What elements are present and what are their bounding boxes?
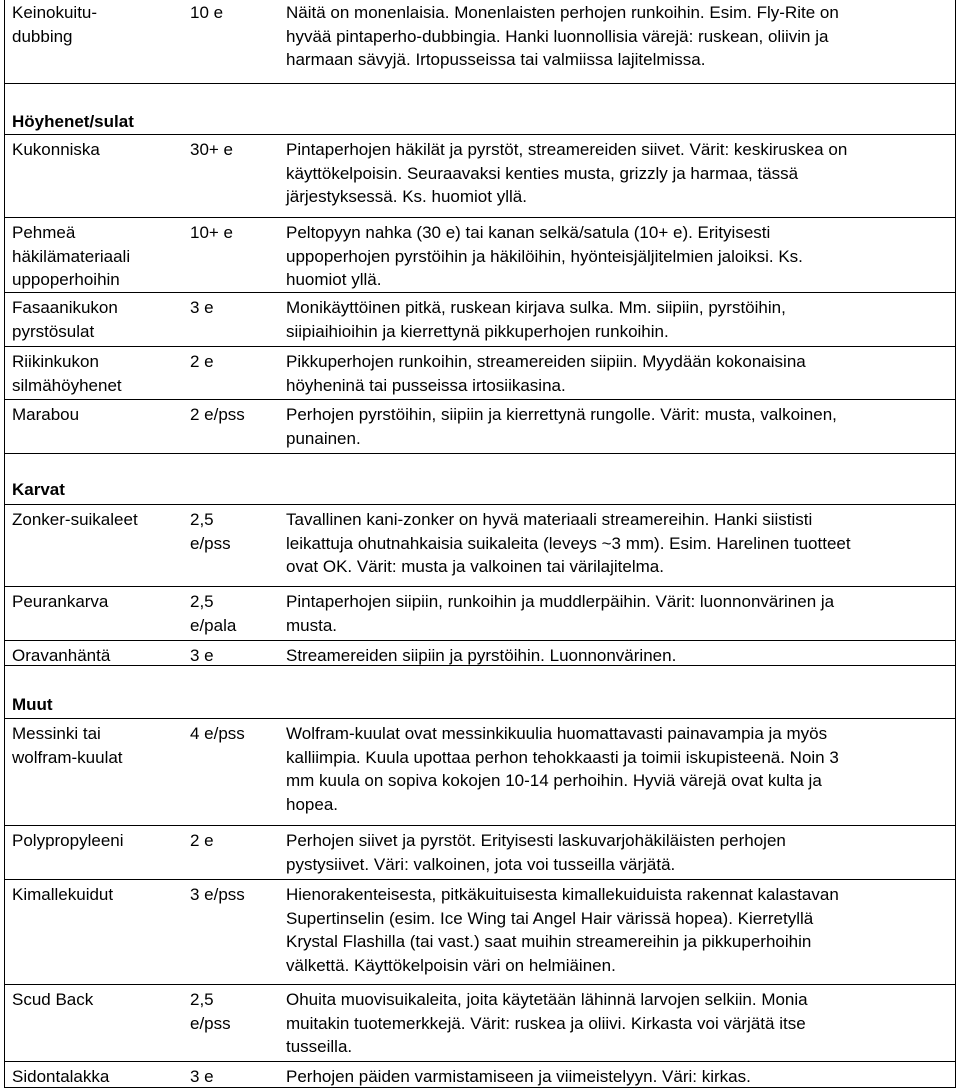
material-price-line: 2,5: [190, 990, 214, 1009]
material-row-keinokuitu-dubbing: [5, 0, 955, 84]
material-name: [12, 988, 93, 1012]
material-price-line: 3 e: [190, 646, 214, 665]
material-description-line: Pintaperhojen siipiin, runkoihin ja muddlerpäihin. Värit: luonnonvärinen ja: [286, 592, 835, 611]
material-description: [286, 1, 839, 72]
material-description-line: Tavallinen kani-zonker on hyvä materiaali streamereihin. Hanki siististi: [286, 510, 813, 529]
material-description-line: Streamereiden siipiin ja pyrstöihin. Luonnonvärinen.: [286, 646, 677, 665]
material-price-line: e/pala: [190, 615, 237, 635]
material-price-line: 30+ e: [190, 140, 234, 159]
material-description-line: muitakin tuotemerkkejä. Värit: ruskea ja oliivi. Kirkasta voi värjätä itse: [286, 1013, 806, 1033]
section-heading-karvat: Karvat: [12, 480, 65, 499]
material-description-line: Perhojen pyrstöihin, siipiin ja kierrettynä rungolle. Värit: musta, valkoinen,: [286, 405, 837, 424]
material-name-line: Scud Back: [12, 990, 94, 1009]
material-name: [12, 1, 97, 48]
material-description: [286, 590, 834, 637]
material-row-pehmea-hakilamateriaali-uppoperhoihin: [5, 217, 955, 292]
material-row-peurankarva: [5, 586, 955, 640]
material-description: [286, 221, 803, 292]
material-price-line: 4 e/pss: [190, 724, 245, 743]
material-name: [12, 508, 138, 532]
material-name-line: Peurankarva: [12, 592, 109, 611]
material-description-line: huomiot yllä.: [286, 270, 382, 289]
material-row-fasaanikukon-pyrstosulat: [5, 292, 955, 346]
material-price-line: 2 e: [190, 831, 214, 850]
material-description-line: leikattuja ohutnahkaisia suikaleita (leveys ~3 mm). Esim. Harelinen tuotteet: [286, 533, 851, 553]
material-description-line: Wolfram-kuulat ovat messinkikuulia huomattavasti painavampia ja myös: [286, 724, 828, 743]
material-description: [286, 296, 786, 343]
material-price-line: 3 e: [190, 298, 214, 317]
material-price-line: 3 e: [190, 1067, 214, 1086]
material-row-marabou: [5, 399, 955, 454]
material-row-scud-back: [5, 984, 955, 1061]
material-price: [190, 1, 223, 25]
material-description-line: tusseilla.: [286, 1037, 353, 1056]
material-row-polypropyleeni: [5, 825, 955, 879]
material-description-line: käyttökelpoisin. Seuraavaksi kenties musta, grizzly ja harmaa, tässä: [286, 163, 799, 183]
material-price-line: 2 e/pss: [190, 405, 245, 424]
material-price-line: e/pss: [190, 1013, 231, 1033]
material-description-line: ovat OK. Värit: musta ja valkoinen tai värilajitelma.: [286, 557, 664, 576]
material-name-line: Zonker-suikaleet: [12, 510, 138, 529]
material-name: [12, 883, 113, 907]
material-description-line: järjestyksessä. Ks. huomiot yllä.: [286, 187, 527, 206]
material-description-line: Perhojen päiden varmistamiseen ja viimeistelyyn. Väri: kirkas.: [286, 1067, 751, 1086]
material-name-line: Keinokuitu-: [12, 3, 98, 22]
section-heading-hoyhenet: Höyhenet/sulat: [12, 112, 134, 131]
material-description-line: Pintaperhojen häkilät ja pyrstöt, streamereiden siivet. Värit: keskiruskea on: [286, 140, 848, 159]
material-price: [190, 722, 245, 746]
material-price-line: e/pss: [190, 533, 231, 553]
material-name-line: silmähöyhenet: [12, 375, 122, 395]
material-row-kukonniska: [5, 134, 955, 217]
material-description: [286, 988, 808, 1059]
material-price: [190, 508, 231, 555]
material-name-line: uppoperhoihin: [12, 270, 120, 289]
material-name-line: dubbing: [12, 26, 73, 46]
material-description-line: kalliimpia. Kuula upottaa perhon tehokkaasti ja toimii iskupisteenä. Noin 3: [286, 747, 839, 767]
material-row-messinki-tai-wolfram-kuulat: [5, 718, 955, 825]
material-name-line: Kukonniska: [12, 140, 100, 159]
material-price: [190, 221, 233, 245]
material-price-line: 2,5: [190, 510, 214, 529]
material-description-line: höyheninä tai pusseissa irtosiikasina.: [286, 375, 566, 395]
material-description-line: Hienorakenteisesta, pitkäkuituisesta kimallekuiduista rakennat kalastavan: [286, 885, 839, 904]
material-description-line: punainen.: [286, 428, 361, 448]
material-name-line: Oravanhäntä: [12, 646, 111, 665]
material-description-line: harmaan sävyjä. Irtopusseissa tai valmiissa lajitelmissa.: [286, 50, 706, 69]
material-row-sidontalakka: [5, 1061, 955, 1088]
material-name-line: Polypropyleeni: [12, 831, 124, 850]
material-name-line: Marabou: [12, 405, 80, 424]
material-description-line: uppoperhojen pyrstöihin ja häkilöihin, hyönteisjäljitelmien jaloiksi. Ks.: [286, 246, 803, 266]
material-description-line: hopea.: [286, 794, 338, 814]
material-name: [12, 221, 130, 292]
material-description-line: siipiaihioihin ja kierrettynä pikkuperhojen runkoihin.: [286, 321, 669, 341]
material-description-line: mm kuula on sopiva kokojen 10-14 perhoihin. Hyviä värejä ovat kulta ja: [286, 771, 822, 790]
material-description: [286, 644, 676, 668]
material-description-line: Krystal Flashilla (tai vast.) saat muihin streamereihin ja pikkuperhoihin: [286, 932, 812, 951]
material-description: [286, 883, 839, 977]
material-name: [12, 829, 124, 853]
material-row-riikinkukon-silmahoyhenet: [5, 346, 955, 399]
material-price-line: 10 e: [190, 3, 224, 22]
material-name: [12, 350, 122, 397]
material-description: [286, 138, 847, 209]
material-description-line: Perhojen siivet ja pyrstöt. Erityisesti laskuvarjohäkiläisten perhojen: [286, 831, 786, 850]
material-price-line: 3 e/pss: [190, 885, 245, 904]
material-description-line: Monikäyttöinen pitkä, ruskean kirjava sulka. Mm. siipiin, pyrstöihin,: [286, 298, 786, 317]
material-description-line: musta.: [286, 615, 338, 635]
material-name-line: Messinki tai: [12, 724, 101, 743]
material-name-line: wolfram-kuulat: [12, 747, 123, 767]
material-description-line: Peltopyyn nahka (30 e) tai kanan selkä/satula (10+ e). Erityisesti: [286, 223, 771, 242]
material-name: [12, 590, 108, 614]
material-description-line: pystysiivet. Väri: valkoinen, jota voi tusseilla värjätä.: [286, 854, 676, 874]
material-name: [12, 1065, 109, 1089]
material-row-kimallekuidut: [5, 879, 955, 984]
material-price-line: 2 e: [190, 352, 214, 371]
material-description-line: hyvää pintaperho-dubbingia. Hanki luonnollisia värejä: ruskean, oliivin ja: [286, 26, 829, 46]
material-price: [190, 350, 214, 374]
material-name: [12, 722, 123, 769]
material-description: [286, 1065, 751, 1089]
material-description-line: Supertinselin (esim. Ice Wing tai Angel Hair värissä hopea). Kierretyllä: [286, 908, 814, 928]
material-name-line: Pehmeä: [12, 223, 76, 242]
material-price: [190, 403, 245, 427]
material-description: [286, 350, 806, 397]
material-name-line: Kimallekuidut: [12, 885, 114, 904]
material-price: [190, 644, 214, 668]
material-description-line: Pikkuperhojen runkoihin, streamereiden siipiin. Myydään kokonaisina: [286, 352, 806, 371]
material-name: [12, 403, 79, 427]
material-price: [190, 590, 236, 637]
material-price-line: 2,5: [190, 592, 214, 611]
material-name-line: Fasaanikukon: [12, 298, 118, 317]
material-description: [286, 722, 839, 816]
material-name: [12, 296, 118, 343]
material-price-line: 10+ e: [190, 223, 234, 242]
material-row-zonker-suikaleet: [5, 504, 955, 586]
material-price: [190, 829, 214, 853]
material-price: [190, 988, 231, 1035]
material-name-line: pyrstösulat: [12, 321, 95, 341]
material-name-line: häkilämateriaali: [12, 246, 131, 266]
material-name: [12, 138, 100, 162]
material-description: [286, 829, 786, 876]
material-price: [190, 296, 214, 320]
material-description: [286, 508, 851, 579]
material-description: [286, 403, 837, 450]
material-name-line: Riikinkukon: [12, 352, 99, 371]
material-description-line: Näitä on monenlaisia. Monenlaisten perhojen runkoihin. Esim. Fly-Rite on: [286, 3, 839, 22]
material-price: [190, 138, 233, 162]
material-description-line: välkettä. Käyttökelpoisin väri on helmiäinen.: [286, 955, 616, 975]
material-description-line: Ohuita muovisuikaleita, joita käytetään lähinnä larvojen selkiin. Monia: [286, 990, 808, 1009]
material-name: [12, 644, 110, 668]
material-row-oravanhanta: [5, 640, 955, 666]
section-heading-muut: Muut: [12, 695, 53, 714]
material-price: [190, 883, 245, 907]
material-name-line: Sidontalakka: [12, 1067, 110, 1086]
material-price: [190, 1065, 214, 1089]
